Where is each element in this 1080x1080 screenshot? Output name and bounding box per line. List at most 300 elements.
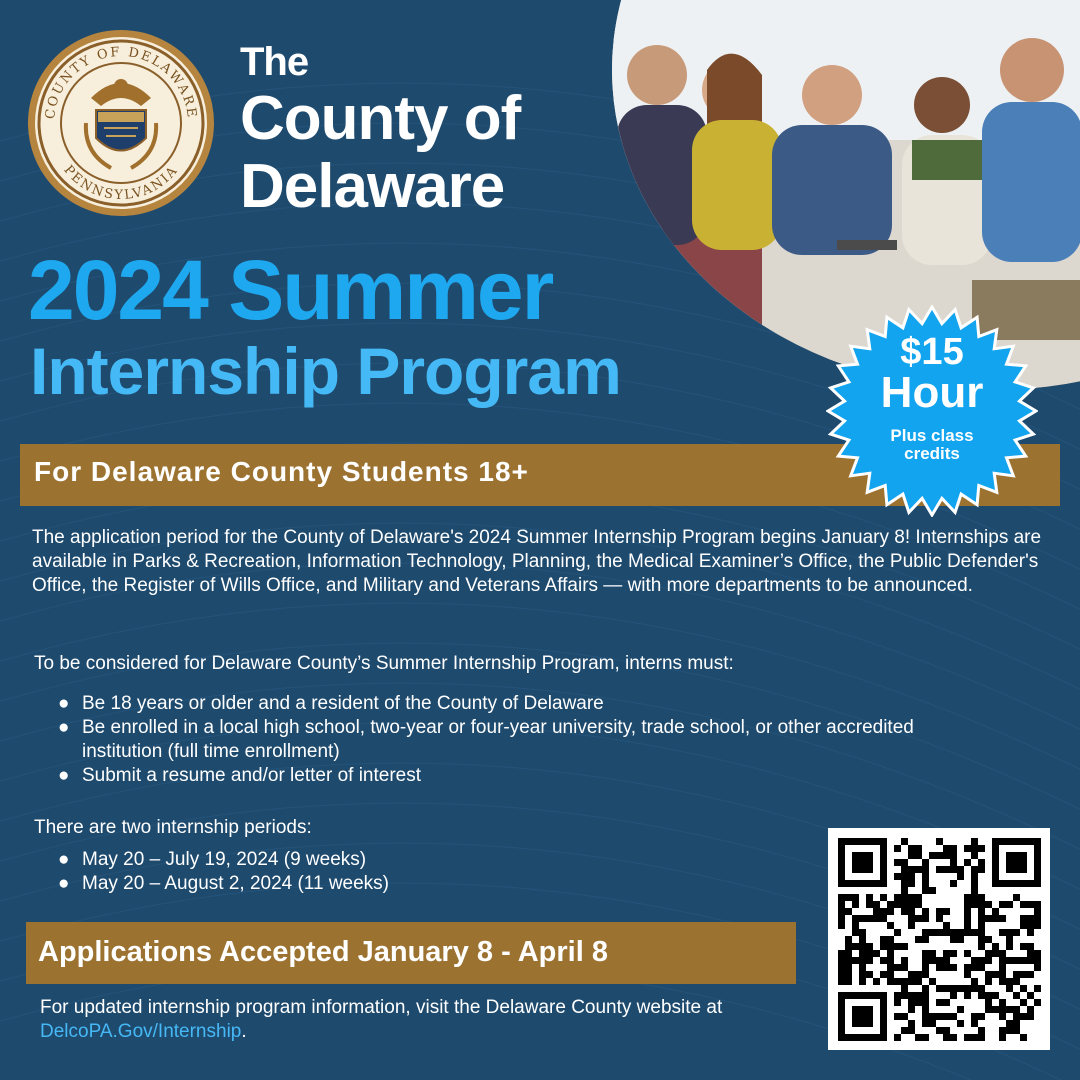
qr-module bbox=[1013, 1020, 1020, 1027]
qr-module bbox=[943, 922, 950, 929]
qr-module bbox=[915, 915, 922, 922]
qr-module bbox=[936, 929, 943, 936]
qr-module bbox=[971, 985, 978, 992]
qr-module bbox=[929, 887, 936, 894]
qr-module bbox=[845, 894, 852, 901]
qr-module bbox=[929, 957, 936, 964]
qr-module bbox=[845, 936, 852, 943]
qr-module bbox=[1013, 1027, 1020, 1034]
qr-module bbox=[894, 845, 901, 852]
county-seal-icon bbox=[26, 28, 216, 218]
qr-module bbox=[936, 1027, 943, 1034]
qr-module bbox=[1020, 922, 1027, 929]
qr-module bbox=[999, 971, 1006, 978]
qr-module bbox=[845, 964, 852, 971]
qr-module bbox=[922, 964, 929, 971]
qr-module bbox=[887, 922, 894, 929]
qr-module bbox=[859, 971, 866, 978]
qr-module bbox=[887, 943, 894, 950]
qr-module bbox=[929, 978, 936, 985]
qr-module bbox=[999, 915, 1006, 922]
qr-module bbox=[985, 936, 992, 943]
qr-module bbox=[908, 992, 915, 999]
qr-module bbox=[908, 880, 915, 887]
qr-module bbox=[901, 908, 908, 915]
qr-module bbox=[908, 894, 915, 901]
qr-module bbox=[859, 929, 866, 936]
qr-module bbox=[978, 985, 985, 992]
qr-module bbox=[915, 992, 922, 999]
qr-module bbox=[908, 915, 915, 922]
criteria-item-text: Submit a resume and/or letter of interest bbox=[82, 765, 421, 786]
qr-module bbox=[901, 957, 908, 964]
bullet-icon: ● bbox=[58, 873, 70, 894]
qr-module bbox=[887, 936, 894, 943]
qr-module bbox=[1006, 1027, 1013, 1034]
qr-module bbox=[901, 873, 908, 880]
qr-module bbox=[908, 908, 915, 915]
qr-module bbox=[999, 950, 1006, 957]
qr-module bbox=[894, 873, 901, 880]
qr-module bbox=[845, 908, 852, 915]
qr-module bbox=[908, 1020, 915, 1027]
qr-module bbox=[978, 1013, 985, 1020]
qr-module bbox=[943, 1013, 950, 1020]
qr-module bbox=[1027, 992, 1034, 999]
qr-module bbox=[978, 936, 985, 943]
list-item bbox=[58, 764, 958, 788]
qr-module bbox=[971, 880, 978, 887]
qr-module bbox=[845, 971, 852, 978]
qr-module bbox=[971, 1013, 978, 1020]
qr-module bbox=[1006, 901, 1013, 908]
qr-module bbox=[1013, 1006, 1020, 1013]
qr-module bbox=[1013, 894, 1020, 901]
qr-module bbox=[922, 992, 929, 999]
qr-code-icon[interactable] bbox=[828, 828, 1050, 1050]
qr-module bbox=[859, 936, 866, 943]
qr-module bbox=[922, 1013, 929, 1020]
qr-module bbox=[978, 943, 985, 950]
qr-module bbox=[866, 943, 873, 950]
qr-module bbox=[922, 999, 929, 1006]
qr-module bbox=[950, 950, 957, 957]
qr-module bbox=[978, 901, 985, 908]
qr-module bbox=[950, 880, 957, 887]
period-item-text: May 20 – July 19, 2024 (9 weeks) bbox=[82, 849, 367, 870]
qr-module bbox=[1034, 957, 1041, 964]
qr-module bbox=[915, 999, 922, 1006]
qr-module bbox=[894, 978, 901, 985]
badge-price: $15 bbox=[900, 331, 964, 373]
qr-module bbox=[978, 922, 985, 929]
headline-summer: 2024 Summer bbox=[28, 243, 553, 337]
badge-note: Plus class credits bbox=[890, 426, 974, 463]
qr-module bbox=[838, 894, 845, 901]
qr-module bbox=[866, 894, 873, 901]
qr-module bbox=[957, 936, 964, 943]
qr-module bbox=[901, 985, 908, 992]
qr-module bbox=[936, 866, 943, 873]
qr-module bbox=[971, 873, 978, 880]
qr-module bbox=[971, 929, 978, 936]
qr-module bbox=[922, 880, 929, 887]
qr-module bbox=[866, 901, 873, 908]
qr-module bbox=[999, 999, 1006, 1006]
qr-module bbox=[838, 922, 845, 929]
qr-module bbox=[1027, 971, 1034, 978]
qr-module bbox=[985, 978, 992, 985]
periods-intro: There are two internship periods: bbox=[34, 817, 312, 838]
qr-module bbox=[1020, 971, 1027, 978]
qr-module bbox=[887, 957, 894, 964]
qr-module bbox=[1020, 1013, 1027, 1020]
qr-module bbox=[1020, 999, 1027, 1006]
qr-module bbox=[971, 866, 978, 873]
qr-module bbox=[950, 852, 957, 859]
qr-module bbox=[915, 901, 922, 908]
qr-module bbox=[887, 901, 894, 908]
qr-module bbox=[1013, 957, 1020, 964]
qr-module bbox=[859, 950, 866, 957]
qr-module bbox=[950, 985, 957, 992]
qr-module bbox=[999, 1034, 1006, 1041]
qr-module bbox=[915, 971, 922, 978]
criteria-intro: To be considered for Delaware County’s Summer Internship Program, interns must: bbox=[34, 653, 734, 674]
qr-module bbox=[887, 978, 894, 985]
qr-module bbox=[992, 908, 999, 915]
qr-module bbox=[838, 971, 845, 978]
qr-module bbox=[866, 915, 873, 922]
qr-module bbox=[880, 971, 887, 978]
qr-module bbox=[908, 873, 915, 880]
title-line-the: The bbox=[240, 40, 309, 84]
qr-module bbox=[964, 915, 971, 922]
list-item bbox=[58, 848, 758, 872]
qr-module bbox=[985, 950, 992, 957]
qr-module bbox=[915, 866, 922, 873]
qr-module bbox=[1006, 943, 1013, 950]
qr-module bbox=[957, 985, 964, 992]
qr-module bbox=[908, 901, 915, 908]
qr-module bbox=[936, 838, 943, 845]
qr-module bbox=[922, 936, 929, 943]
list-item bbox=[58, 716, 958, 764]
qr-module bbox=[908, 978, 915, 985]
criteria-item-text: Be 18 years or older and a resident of the County of Delaware bbox=[82, 693, 604, 714]
qr-module bbox=[901, 978, 908, 985]
qr-module bbox=[943, 929, 950, 936]
qr-module bbox=[894, 1013, 901, 1020]
qr-module bbox=[915, 1034, 922, 1041]
qr-module bbox=[1027, 901, 1034, 908]
qr-module bbox=[950, 845, 957, 852]
students-eligibility-band: For Delaware County Students 18+ bbox=[20, 444, 1060, 506]
qr-module bbox=[1027, 950, 1034, 957]
qr-module bbox=[1020, 901, 1027, 908]
qr-module bbox=[978, 929, 985, 936]
qr-module bbox=[901, 992, 908, 999]
qr-module bbox=[943, 908, 950, 915]
period-item-text: May 20 – August 2, 2024 (11 weeks) bbox=[82, 873, 389, 894]
qr-module bbox=[978, 845, 985, 852]
qr-finder-pattern bbox=[852, 1006, 873, 1027]
qr-module bbox=[880, 894, 887, 901]
qr-module bbox=[929, 929, 936, 936]
qr-module bbox=[901, 866, 908, 873]
qr-module bbox=[985, 992, 992, 999]
qr-module bbox=[950, 964, 957, 971]
qr-module bbox=[901, 964, 908, 971]
qr-module bbox=[978, 866, 985, 873]
qr-module bbox=[978, 992, 985, 999]
qr-module bbox=[838, 950, 845, 957]
qr-module bbox=[1006, 978, 1013, 985]
qr-module bbox=[894, 929, 901, 936]
qr-module bbox=[838, 957, 845, 964]
qr-module bbox=[845, 957, 852, 964]
qr-module bbox=[971, 1034, 978, 1041]
qr-module bbox=[1013, 971, 1020, 978]
bullet-icon: ● bbox=[58, 693, 70, 714]
qr-module bbox=[964, 901, 971, 908]
qr-module bbox=[922, 1034, 929, 1041]
qr-module bbox=[964, 845, 971, 852]
qr-module bbox=[964, 922, 971, 929]
qr-module bbox=[922, 950, 929, 957]
qr-module bbox=[1027, 1013, 1034, 1020]
qr-module bbox=[922, 866, 929, 873]
qr-module bbox=[943, 1027, 950, 1034]
qr-module bbox=[971, 887, 978, 894]
qr-module bbox=[852, 894, 859, 901]
qr-module bbox=[922, 873, 929, 880]
qr-module bbox=[922, 1020, 929, 1027]
qr-module bbox=[915, 978, 922, 985]
qr-module bbox=[1013, 992, 1020, 999]
qr-module bbox=[838, 901, 845, 908]
qr-module bbox=[957, 873, 964, 880]
qr-module bbox=[978, 894, 985, 901]
qr-module bbox=[922, 929, 929, 936]
qr-module bbox=[915, 936, 922, 943]
qr-module bbox=[894, 943, 901, 950]
qr-module bbox=[999, 929, 1006, 936]
qr-finder-pattern bbox=[852, 852, 873, 873]
qr-module bbox=[985, 915, 992, 922]
title-line-county-of: County of bbox=[240, 84, 521, 153]
applications-band: Applications Accepted January 8 - April 8 bbox=[26, 922, 796, 984]
qr-module bbox=[901, 887, 908, 894]
qr-module bbox=[950, 992, 957, 999]
qr-module bbox=[866, 971, 873, 978]
qr-module bbox=[971, 894, 978, 901]
qr-module bbox=[915, 894, 922, 901]
qr-module bbox=[943, 985, 950, 992]
qr-module bbox=[936, 999, 943, 1006]
qr-module bbox=[894, 859, 901, 866]
qr-module bbox=[943, 866, 950, 873]
qr-module bbox=[999, 901, 1006, 908]
qr-module bbox=[901, 1013, 908, 1020]
qr-module bbox=[845, 950, 852, 957]
qr-module bbox=[985, 901, 992, 908]
qr-module bbox=[936, 964, 943, 971]
qr-module bbox=[901, 1027, 908, 1034]
qr-module bbox=[985, 957, 992, 964]
qr-module bbox=[1027, 922, 1034, 929]
qr-module bbox=[894, 999, 901, 1006]
qr-module bbox=[950, 936, 957, 943]
qr-module bbox=[936, 1013, 943, 1020]
qr-module bbox=[971, 901, 978, 908]
qr-module bbox=[985, 971, 992, 978]
qr-module bbox=[1020, 1034, 1027, 1041]
qr-module bbox=[992, 950, 999, 957]
qr-module bbox=[1020, 957, 1027, 964]
qr-module bbox=[880, 943, 887, 950]
qr-module bbox=[901, 943, 908, 950]
qr-module bbox=[964, 964, 971, 971]
qr-module bbox=[922, 915, 929, 922]
qr-module bbox=[992, 1006, 999, 1013]
qr-module bbox=[845, 943, 852, 950]
qr-module bbox=[922, 957, 929, 964]
qr-module bbox=[950, 1034, 957, 1041]
qr-module bbox=[957, 866, 964, 873]
qr-module bbox=[957, 929, 964, 936]
qr-module bbox=[901, 901, 908, 908]
qr-module bbox=[999, 1013, 1006, 1020]
qr-module bbox=[922, 1006, 929, 1013]
qr-module bbox=[908, 971, 915, 978]
qr-module bbox=[964, 908, 971, 915]
qr-module bbox=[922, 887, 929, 894]
list-item bbox=[58, 692, 958, 716]
qr-module bbox=[1020, 915, 1027, 922]
footer-text-main: For updated internship program information, visit the Delaware County website at bbox=[40, 997, 723, 1018]
qr-module bbox=[873, 950, 880, 957]
qr-module bbox=[964, 985, 971, 992]
seal-ring-top-text: COUNTY OF DELAWARE bbox=[42, 44, 200, 121]
bullet-icon: ● bbox=[58, 849, 70, 870]
qr-module bbox=[880, 957, 887, 964]
bullet-icon: ● bbox=[58, 765, 70, 786]
qr-module bbox=[880, 936, 887, 943]
criteria-item-text: Be enrolled in a local high school, two-year or four-year university, trade school, or other accredited institution (full time enrollment) bbox=[82, 717, 914, 762]
qr-module bbox=[1006, 929, 1013, 936]
qr-module bbox=[1027, 929, 1034, 936]
qr-module bbox=[943, 957, 950, 964]
qr-module bbox=[978, 1034, 985, 1041]
qr-module bbox=[866, 957, 873, 964]
qr-module bbox=[1006, 957, 1013, 964]
qr-module bbox=[950, 859, 957, 866]
qr-module bbox=[887, 950, 894, 957]
qr-module bbox=[838, 978, 845, 985]
qr-module bbox=[1020, 943, 1027, 950]
qr-module bbox=[880, 915, 887, 922]
qr-module bbox=[943, 950, 950, 957]
qr-module bbox=[999, 1027, 1006, 1034]
qr-module bbox=[1027, 915, 1034, 922]
qr-module bbox=[859, 915, 866, 922]
qr-module bbox=[964, 859, 971, 866]
wage-badge bbox=[826, 305, 1038, 517]
qr-module bbox=[943, 999, 950, 1006]
qr-module bbox=[992, 992, 999, 999]
qr-module bbox=[852, 901, 859, 908]
qr-module bbox=[1034, 999, 1041, 1006]
qr-module bbox=[873, 978, 880, 985]
qr-module bbox=[859, 943, 866, 950]
qr-module bbox=[943, 845, 950, 852]
badge-unit: Hour bbox=[880, 368, 984, 417]
qr-module bbox=[992, 943, 999, 950]
qr-module bbox=[894, 1034, 901, 1041]
qr-module bbox=[971, 1020, 978, 1027]
qr-module bbox=[1034, 908, 1041, 915]
qr-module bbox=[971, 852, 978, 859]
qr-module bbox=[1006, 1006, 1013, 1013]
qr-module bbox=[1027, 957, 1034, 964]
qr-finder-pattern bbox=[1006, 852, 1027, 873]
qr-module bbox=[978, 964, 985, 971]
qr-module bbox=[922, 859, 929, 866]
internship-website-link[interactable]: DelcoPA.Gov/Internship bbox=[40, 1021, 242, 1042]
qr-module bbox=[915, 845, 922, 852]
qr-module bbox=[957, 1006, 964, 1013]
qr-module bbox=[985, 1006, 992, 1013]
qr-module bbox=[838, 964, 845, 971]
qr-module bbox=[922, 908, 929, 915]
qr-module bbox=[887, 964, 894, 971]
qr-module bbox=[908, 852, 915, 859]
qr-module bbox=[894, 964, 901, 971]
qr-module bbox=[929, 1020, 936, 1027]
qr-module bbox=[929, 950, 936, 957]
qr-module bbox=[978, 915, 985, 922]
qr-module bbox=[936, 852, 943, 859]
qr-module bbox=[964, 1034, 971, 1041]
qr-module bbox=[908, 845, 915, 852]
qr-module bbox=[999, 964, 1006, 971]
title-line-delaware: Delaware bbox=[240, 152, 505, 221]
qr-module bbox=[887, 971, 894, 978]
qr-module bbox=[901, 880, 908, 887]
qr-module bbox=[964, 992, 971, 999]
qr-module bbox=[943, 1034, 950, 1041]
qr-module bbox=[908, 1027, 915, 1034]
qr-module bbox=[922, 985, 929, 992]
qr-module bbox=[1006, 936, 1013, 943]
qr-module bbox=[887, 908, 894, 915]
qr-module bbox=[1034, 915, 1041, 922]
qr-module bbox=[859, 957, 866, 964]
qr-module bbox=[1034, 922, 1041, 929]
qr-module bbox=[1006, 985, 1013, 992]
qr-module bbox=[1034, 950, 1041, 957]
qr-module bbox=[1027, 943, 1034, 950]
qr-module bbox=[936, 957, 943, 964]
qr-module bbox=[1013, 1013, 1020, 1020]
seal-ring-bottom-text: PENNSYLVANIA bbox=[60, 162, 182, 204]
qr-module bbox=[992, 971, 999, 978]
qr-module bbox=[957, 1020, 964, 1027]
qr-module bbox=[908, 866, 915, 873]
qr-module bbox=[1006, 1020, 1013, 1027]
qr-module bbox=[964, 894, 971, 901]
